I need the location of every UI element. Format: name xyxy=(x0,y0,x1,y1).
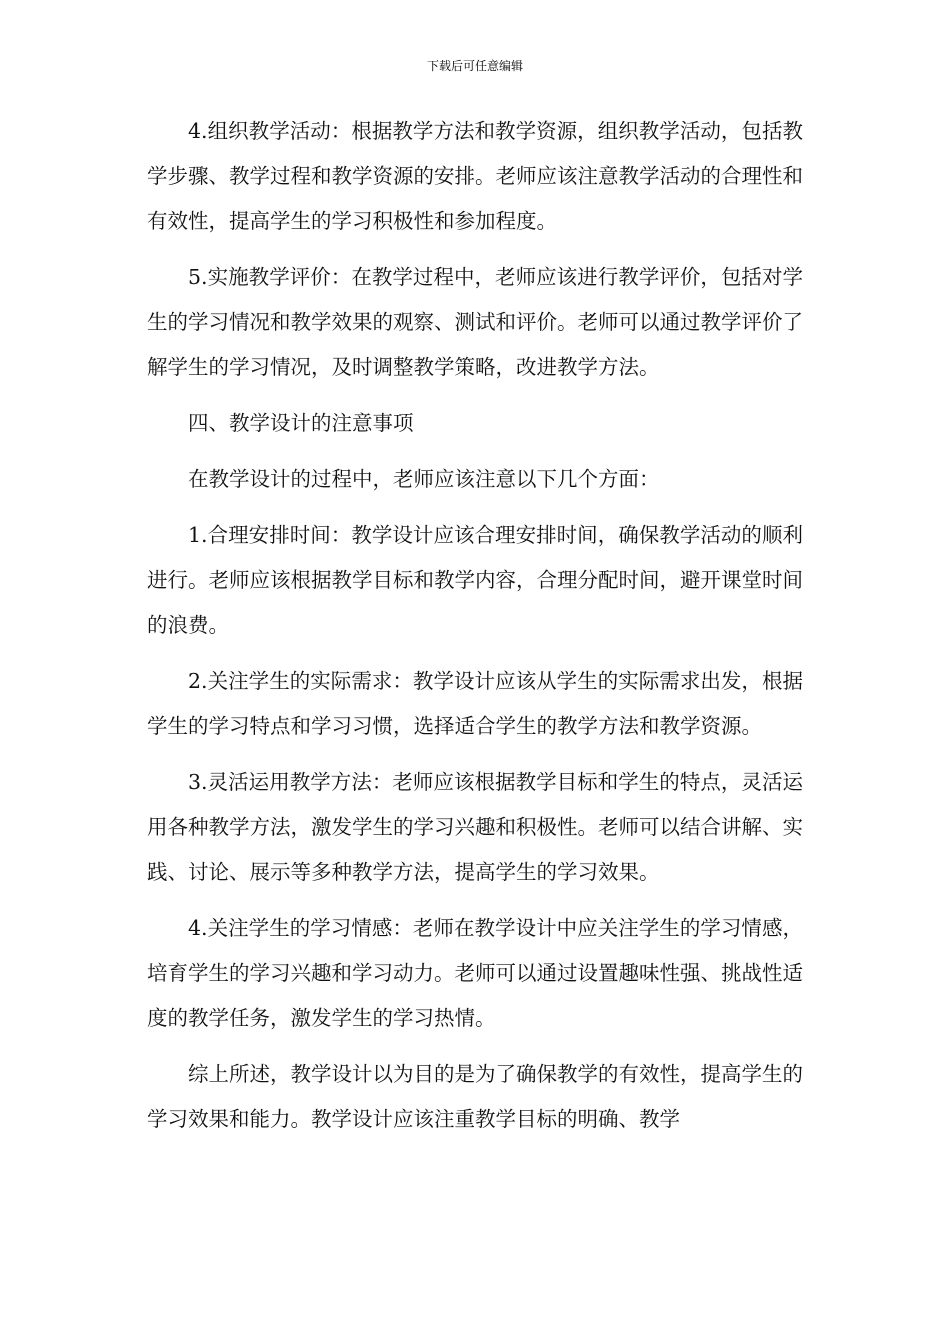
section-heading-notes: 四、教学设计的注意事项 xyxy=(188,411,414,435)
paragraph-arrange-time: 1.合理安排时间：教学设计应该合理安排时间，确保教学活动的顺利进行。老师应该根据教学目标和教学内容，合理分配时间，避开课堂时间的浪费。 xyxy=(147,523,803,637)
paragraph-notes-intro: 在教学设计的过程中，老师应该注意以下几个方面： xyxy=(188,467,660,491)
paragraph-student-needs: 2.关注学生的实际需求：教学设计应该从学生的实际需求出发，根据学生的学习特点和学习习惯，选择适合学生的教学方法和教学资源。 xyxy=(147,669,803,738)
paragraph-summary: 综上所述，教学设计以为目的是为了确保教学的有效性，提高学生的学习效果和能力。教学设计应该注重教学目标的明确、教学 xyxy=(147,1062,803,1131)
paragraph-implement-evaluation: 5.实施教学评价：在教学过程中，老师应该进行教学评价，包括对学生的学习情况和教学效果的观察、测试和评价。老师可以通过教学评价了解学生的学习情况，及时调整教学策略，改进教学方法。 xyxy=(147,265,803,379)
paragraph-organize-activities: 4.组织教学活动：根据教学方法和教学资源，组织教学活动，包括教学步骤、教学过程和教学资源的安排。老师应该注意教学活动的合理性和有效性，提高学生的学习积极性和参加程度。 xyxy=(147,119,803,233)
paragraph-learning-emotion: 4.关注学生的学习情感：老师在教学设计中应关注学生的学习情感，培育学生的学习兴趣和学习动力。老师可以通过设置趣味性强、挑战性适度的教学任务，激发学生的学习热情。 xyxy=(147,916,803,1030)
page-header: 下载后可任意编辑 xyxy=(426,59,523,73)
paragraph-flexible-methods: 3.灵活运用教学方法：老师应该根据教学目标和学生的特点，灵活运用各种教学方法，激发学生的学习兴趣和积极性。老师可以结合讲解、实践、讨论、展示等多种教学方法，提高学生的学习效果。 xyxy=(147,770,803,884)
document-body xyxy=(147,109,803,1153)
